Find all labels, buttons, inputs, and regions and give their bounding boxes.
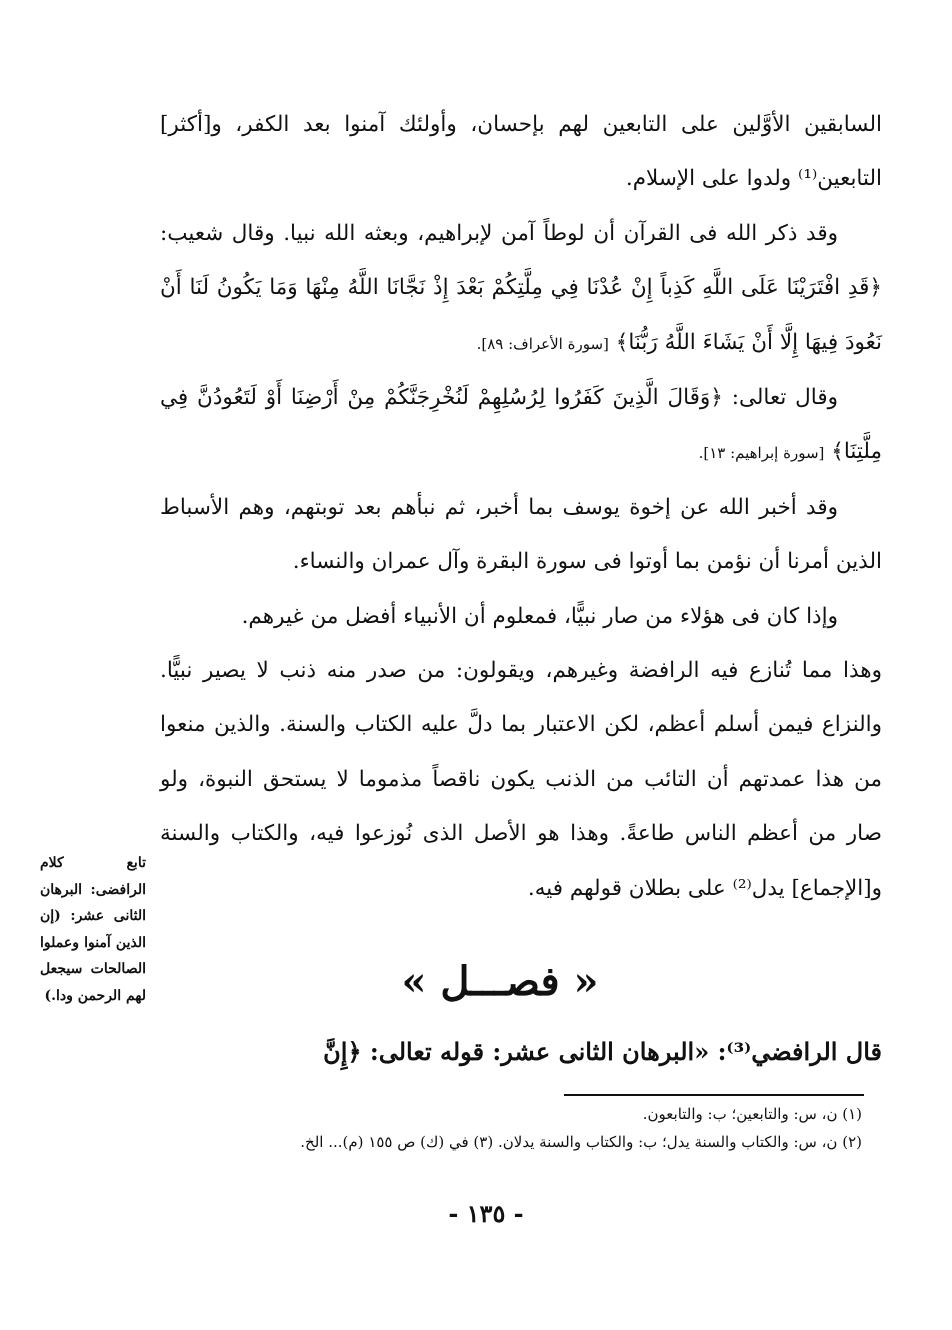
paragraph-3 <box>160 371 882 481</box>
paragraph-5: وإذا كان فى هؤلاء من صار نبيًّا، فمعلوم أن الأنبياء أفضل من غيرهم. <box>241 603 838 629</box>
paragraph-1: السابقين الأوَّلين على التابعين لهم بإحسان، وأولئك آمنوا بعد الكفر، و[أكثر] التابعين⁽¹⁾ ولدوا على الإسلام. <box>160 112 882 192</box>
section-heading: « فصـــل » <box>401 958 599 1005</box>
paragraph-4: وقد أخبر الله عن إخوة يوسف بما أخبر، ثم نبأهم بعد توبتهم، وهم الأسباط الذين أمرنا أن نؤمن بما أوتوا فى سورة البقرة وآل عمران والنساء. <box>160 494 882 575</box>
surah-citation-ibrahim: [سورة إبراهيم: ١٣]. <box>698 444 825 463</box>
paragraph-2-text: وقد ذكر الله فى القرآن أن لوطاً آمن لإبراهيم، وبعثه الله نبيا. وقال شعيب: ﴿قَدِ افْتَرَيْنَا عَلَى اللَّهِ كَذِباً إِنْ عُدْنَا فِي مِلَّتِكُمْ بَعْدَ إِذْ نَجَّانَا اللَّهُ مِنْهَا وَمَا يَكُونُ لَنَا أَنْ نَعُودَ فِيهَا إِلَّا أَنْ يَشَاءَ اللَّهُ رَبُّنَا﴾ <box>160 220 882 355</box>
paragraph-2 <box>160 207 882 371</box>
footnote-divider <box>564 1094 864 1096</box>
main-text <box>160 98 882 916</box>
footnote-1: (١) ن، س: والتابعين؛ ب: والتابعون. <box>642 1105 862 1123</box>
margin-note: تابع كلام الرافضى: البرهان الثانى عشر: (إن الذين آمنوا وعملوا الصالحات سيجعل لهم الرحمن ودا.) <box>40 855 146 1004</box>
paragraph-6: وهذا مما تُنازع فيه الرافضة وغيرهم، ويقولون: من صدر منه ذنب لا يصير نبيًّا. والنزاع فيمن أسلم أعظم، لكن الاعتبار بما دلَّ عليه الكتاب والسنة. والذين منعوا من هذا عمدتهم أن التائب من الذنب يكون ناقصاً مذموما لا يستحق النبوة، ولو صار من أعظم الناس طاعةً. وهذا هو الأصل الذى نُوزعوا فيه، والكتاب والسنة و[الإجماع] يدل⁽²⁾ على بطلان قولهم فيه. <box>160 658 882 901</box>
quote-line: قال الرافضي⁽³⁾: «البرهان الثانى عشر: قوله تعالى: ﴿إِنَّ <box>323 1037 882 1066</box>
paragraph-3-text: وقال تعالى: ﴿وَقَالَ الَّذِينَ كَفَرُوا لِرُسُلِهِمْ لَنُخْرِجَنَّكُمْ مِنْ أَرْضِنَا أَوْ لَتَعُودُنَّ فِي مِلَّتِنَا﴾ <box>160 385 882 465</box>
page-number: - ١٣٥ - <box>448 1199 524 1228</box>
surah-citation-araf: [سورة الأعراف: ٨٩]. <box>476 334 609 353</box>
footnotes <box>110 1100 862 1156</box>
footnote-2: (٢) ن، س: والكتاب والسنة يدل؛ ب: والكتاب والسنة يدلان. (٣) في (ك) ص ١٥٥ (م)... الخ. <box>300 1133 862 1151</box>
